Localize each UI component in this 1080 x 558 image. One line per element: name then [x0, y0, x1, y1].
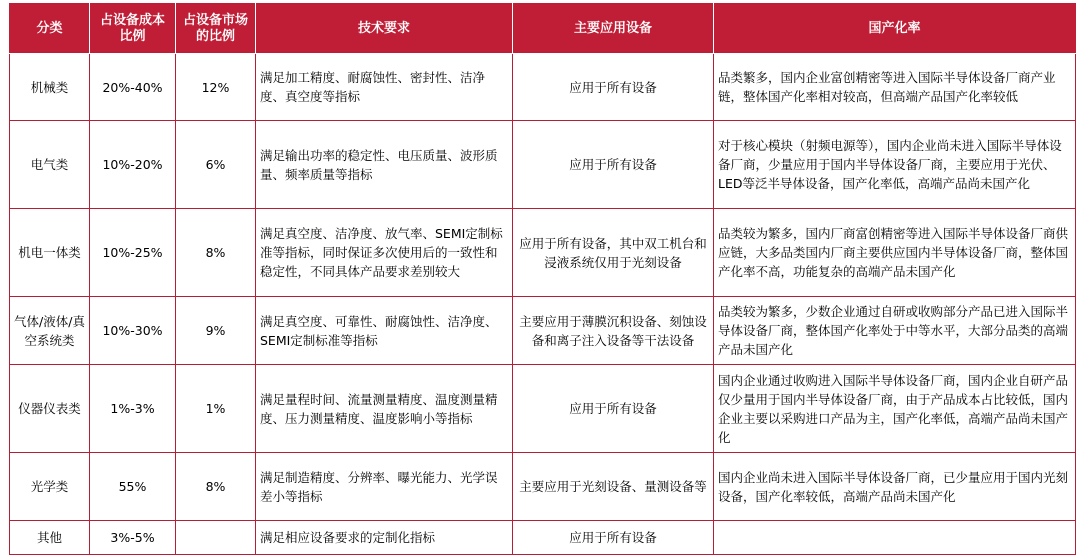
cell-market-ratio: [176, 521, 256, 555]
cell-localization-rate: 国内企业通过收购进入国际半导体设备厂商，国内企业自研产品仅少量用于国内半导体设备厂商，由于产品成本占比较低，国内企业主要以采购进口产品为主，国产化率低，高端产品尚未国产化: [714, 365, 1076, 453]
cell-cost-ratio: 10%-25%: [90, 209, 176, 297]
cell-cost-ratio: 10%-20%: [90, 121, 176, 209]
cell-main-equipment: 应用于所有设备: [513, 54, 714, 121]
table-row: [10, 121, 1076, 209]
cell-market-ratio: 8%: [176, 453, 256, 521]
table-row: [10, 453, 1076, 521]
cell-cost-ratio: 20%-40%: [90, 54, 176, 121]
header-row: [10, 4, 1076, 54]
cell-cost-ratio: 10%-30%: [90, 297, 176, 365]
header-market-ratio: 占设备市场的比例: [176, 4, 256, 54]
cell-market-ratio: 1%: [176, 365, 256, 453]
header-cost-ratio: 占设备成本比例: [90, 4, 176, 54]
header-localization-rate: 国产化率: [714, 4, 1076, 54]
cell-category: 光学类: [10, 453, 90, 521]
cell-localization-rate: 品类繁多，国内企业富创精密等进入国际半导体设备厂商产业链，整体国产化率相对较高，但高端产品国产化率较低: [714, 54, 1076, 121]
cell-localization-rate: 品类较为繁多，少数企业通过自研或收购部分产品已进入国际半导体设备厂商，整体国产化率处于中等水平，大部分品类的高端产品未国产化: [714, 297, 1076, 365]
cell-main-equipment: 主要应用于薄膜沉积设备、刻蚀设备和离子注入设备等干法设备: [513, 297, 714, 365]
cell-category: 机电一体类: [10, 209, 90, 297]
table-row: [10, 521, 1076, 555]
header-tech-requirements: 技术要求: [256, 4, 513, 54]
cell-category: 气体/液体/真空系统类: [10, 297, 90, 365]
cell-localization-rate: 国内企业尚未进入国际半导体设备厂商，已少量应用于国内光刻设备，国产化率较低，高端产品尚未国产化: [714, 453, 1076, 521]
cell-category: 其他: [10, 521, 90, 555]
cell-tech-requirements: 满足输出功率的稳定性、电压质量、波形质量、频率质量等指标: [256, 121, 513, 209]
cell-main-equipment: 应用于所有设备: [513, 521, 714, 555]
cell-market-ratio: 8%: [176, 209, 256, 297]
cell-tech-requirements: 满足制造精度、分辨率、曝光能力、光学误差小等指标: [256, 453, 513, 521]
cell-category: 仪器仪表类: [10, 365, 90, 453]
cell-tech-requirements: 满足真空度、可靠性、耐腐蚀性、洁净度、SEMI定制标准等指标: [256, 297, 513, 365]
cell-localization-rate: [714, 521, 1076, 555]
cell-main-equipment: 应用于所有设备: [513, 365, 714, 453]
cell-category: 电气类: [10, 121, 90, 209]
cell-tech-requirements: 满足真空度、洁净度、放气率、SEMI定制标准等指标，同时保证多次使用后的一致性和稳定性，不同具体产品要求差别较大: [256, 209, 513, 297]
cell-localization-rate: 对于核心模块（射频电源等），国内企业尚未进入国际半导体设备厂商，少量应用于国内半导体设备厂商，主要应用于光伏、LED等泛半导体设备，国产化率低，高端产品尚未国产化: [714, 121, 1076, 209]
cell-market-ratio: 6%: [176, 121, 256, 209]
cell-main-equipment: 主要应用于光刻设备、量测设备等: [513, 453, 714, 521]
header-category: 分类: [10, 4, 90, 54]
cell-localization-rate: 品类较为繁多，国内厂商富创精密等进入国际半导体设备厂商供应链，大多品类国内厂商主要供应国内半导体设备厂商，整体国产化率不高，功能复杂的高端产品未国产化: [714, 209, 1076, 297]
table-row: [10, 365, 1076, 453]
cell-tech-requirements: 满足量程时间、流量测量精度、温度测量精度、压力测量精度、温度影响小等指标: [256, 365, 513, 453]
cell-cost-ratio: 3%-5%: [90, 521, 176, 555]
table-row: [10, 54, 1076, 121]
components-localization-table: [9, 3, 1076, 555]
cell-tech-requirements: 满足加工精度、耐腐蚀性、密封性、洁净度、真空度等指标: [256, 54, 513, 121]
cell-market-ratio: 12%: [176, 54, 256, 121]
cell-cost-ratio: 55%: [90, 453, 176, 521]
cell-main-equipment: 应用于所有设备: [513, 121, 714, 209]
cell-main-equipment: 应用于所有设备，其中双工机台和浸液系统仅用于光刻设备: [513, 209, 714, 297]
cell-tech-requirements: 满足相应设备要求的定制化指标: [256, 521, 513, 555]
table-row: [10, 297, 1076, 365]
table-row: [10, 209, 1076, 297]
cell-market-ratio: 9%: [176, 297, 256, 365]
cell-cost-ratio: 1%-3%: [90, 365, 176, 453]
cell-category: 机械类: [10, 54, 90, 121]
header-main-equipment: 主要应用设备: [513, 4, 714, 54]
